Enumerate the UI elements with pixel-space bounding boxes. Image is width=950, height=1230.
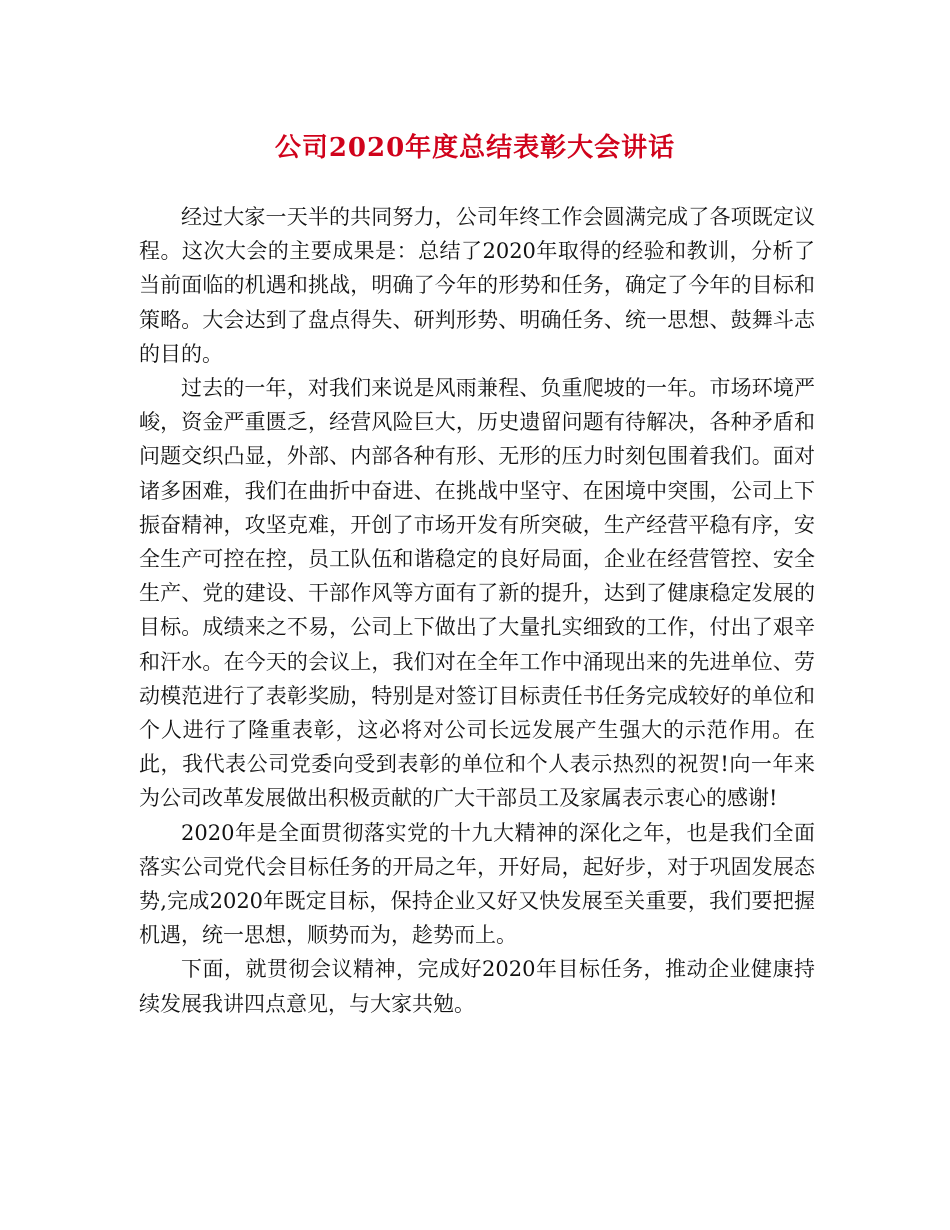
document-body [139, 200, 815, 1021]
paragraph-1: 经过大家一天半的共同努力，公司年终工作会圆满完成了各项既定议程。这次大会的主要成果是：总结了2020年取得的经验和教训，分析了当前面临的机遇和挑战，明确了今年的形势和任务，确定了今年的目标和策略。大会达到了盘点得失、研判形势、明确任务、统一思想、鼓舞斗志的目的。 [139, 205, 815, 366]
paragraph-3: 2020年是全面贯彻落实党的十九大精神的深化之年，也是我们全面落实公司党代会目标任务的开局之年，开好局，起好步，对于巩固发展态势,完成2020年既定目标，保持企业又好又快发展至关重要，我们要把握机遇，统一思想，顺势而为，趁势而上。 [139, 820, 815, 948]
document-title: 公司2020年度总结表彰大会讲话 [274, 133, 676, 163]
paragraph-4: 下面，就贯彻会议精神，完成好2020年目标任务，推动企业健康持续发展我讲四点意见，与大家共勉。 [139, 957, 815, 1016]
paragraph-2: 过去的一年，对我们来说是风雨兼程、负重爬坡的一年。市场环境严峻，资金严重匮乏，经营风险巨大，历史遗留问题有待解决，各种矛盾和问题交织凸显，外部、内部各种有形、无形的压力时刻包围着我们。面对诸多困难，我们在曲折中奋进、在挑战中坚守、在困境中突围，公司上下振奋精神，攻坚克难，开创了市场开发有所突破，生产经营平稳有序，安全生产可控在控，员工队伍和谐稳定的良好局面，企业在经营管控、安全生产、党的建设、干部作风等方面有了新的提升，达到了健康稳定发展的目标。成绩来之不易，公司上下做出了大量扎实细致的工作，付出了艰辛和汗水。在今天的会议上，我们对在全年工作中涌现出来的先进单位、劳动模范进行了表彰奖励，特别是对签订目标责任书任务完成较好的单位和个人进行了隆重表彰，这必将对公司长远发展产生强大的示范作用。在此，我代表公司党委向受到表彰的单位和个人表示热烈的祝贺!向一年来为公司改革发展做出积极贡献的广大干部员工及家属表示衷心的感谢! [139, 376, 815, 811]
